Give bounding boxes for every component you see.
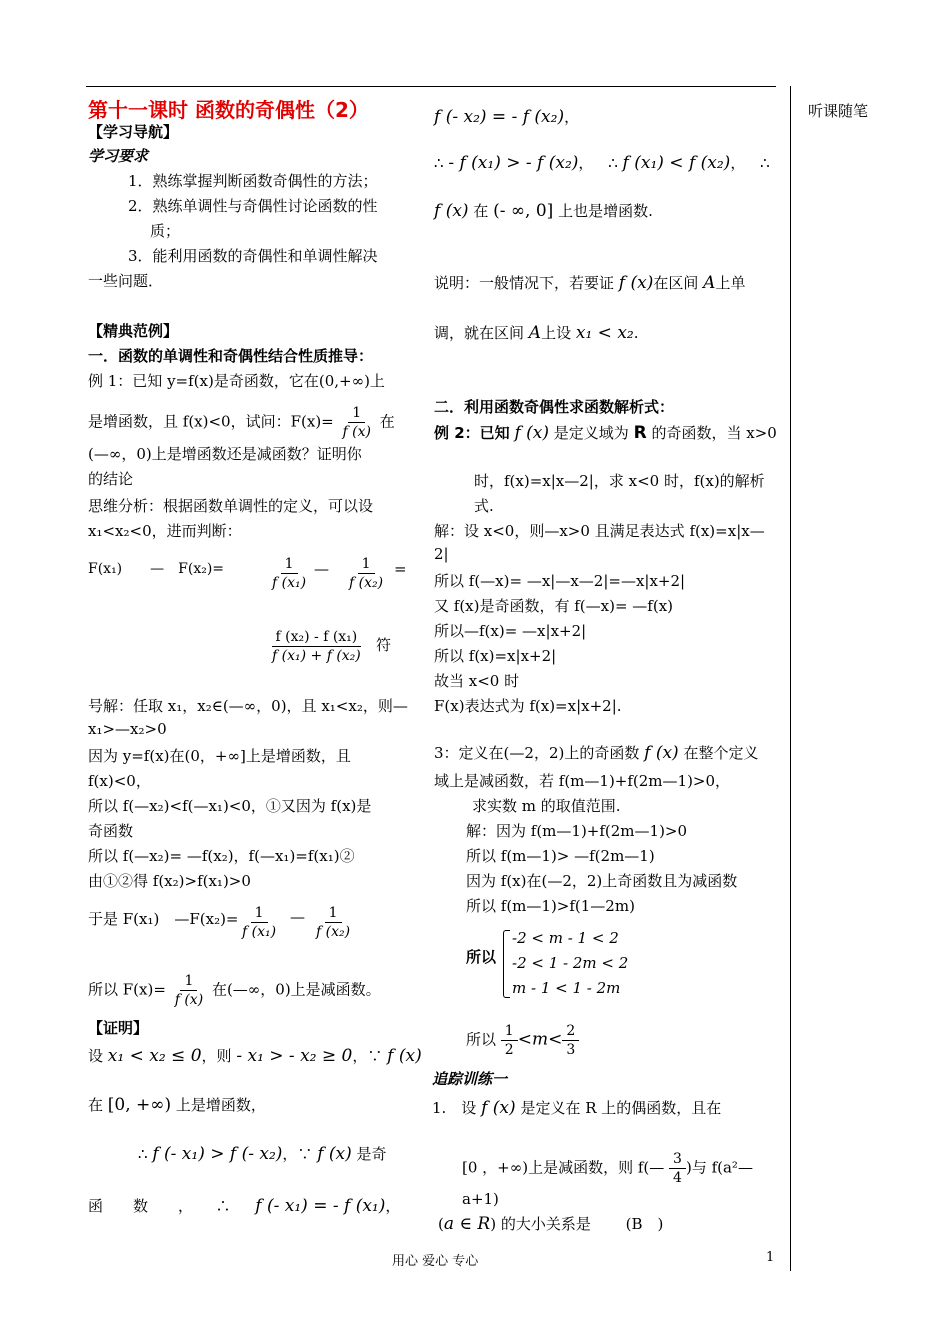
req-item-1: 1．熟练掌握判断函数奇偶性的方法； bbox=[128, 172, 378, 190]
proof-line-6: ∴ - f (x₁) > - f (x₂)， ∴ f (x₁) < f (x₂)， ∴ bbox=[434, 153, 770, 173]
analysis-line-2: x₁<x₂<0，进而判断： bbox=[88, 522, 242, 540]
exercise-1-line-4: (a ∈ R) 的大小关系是 (B ) bbox=[438, 1214, 664, 1234]
example-2-solution-3: 所以 f(—x)= —x|—x—2|=—x|x+2| bbox=[434, 572, 686, 590]
solution-line-7: 所以 f(—x₂)= —f(x₂)，f(—x₁)=f(x₁)② bbox=[88, 847, 355, 865]
example-3-solution-5: 所以 bbox=[466, 948, 497, 966]
solution-line-5: 所以 f(—x₂)<f(—x₁)<0，①又因为 f(x)是 bbox=[88, 797, 372, 815]
inequality-3: m - 1 < 1 - 2m bbox=[512, 979, 621, 997]
example-3-solution-4: 所以 f(m—1)>f(1—2m) bbox=[466, 897, 635, 915]
req-item-3b: 一些问题． bbox=[88, 272, 164, 290]
req-item-2b: 质； bbox=[150, 222, 181, 240]
example-1-line-4: 的结论 bbox=[88, 470, 134, 488]
examples-heading: 【精典范例】 bbox=[88, 322, 179, 340]
example-1-line-1: 例 1：已知 y=f(x)是奇函数，它在(0,+∞)上 bbox=[88, 372, 385, 390]
solution-conclusion: 所以 F(x)= $\frac{1}{f (x)}$ 在(—∞，0)上是减函数。 bbox=[88, 973, 381, 1008]
example-2-solution-7: 故当 x<0 时 bbox=[434, 672, 520, 690]
requirements-heading: 学习要求 bbox=[88, 147, 149, 165]
example-2-line-3: 式. bbox=[474, 497, 494, 515]
solution-line-4: f(x)<0， bbox=[88, 772, 151, 790]
solution-line-9: 于是 F(x₁) —F(x₂)= bbox=[88, 910, 239, 928]
note-line-1: 说明：一般情况下，若要证 f (x)在区间 A上单 bbox=[434, 273, 746, 293]
example-3-answer: 所以 $\frac{1}{2}$ <m< $\frac{2}{3}$ bbox=[466, 1022, 579, 1059]
exercise-1-line-2: [0 ，+∞)上是减函数，则 f(— $\frac{3}{4}$ )与 f(a²— bbox=[462, 1151, 753, 1186]
exercise-1-line-3: a+1) bbox=[462, 1190, 499, 1208]
example-2-solution-8: F(x)表达式为 f(x)=x|x+2|. bbox=[434, 697, 622, 715]
fraction-1-over-fx2: $\frac{1}{\text{f (x₂)}}$ bbox=[349, 556, 384, 591]
example-3-line-1: 3：定义在(—2，2)上的奇函数 f (x) 在整个定义 bbox=[434, 743, 759, 763]
margin-rule bbox=[790, 86, 791, 1271]
difference-expr: F(x₁) — F(x₂)= bbox=[88, 561, 225, 577]
example-3-solution-1: 解：因为 f(m—1)+f(2m—1)>0 bbox=[466, 822, 688, 840]
fraction: $\frac{1}{f (x)}$ bbox=[342, 405, 371, 440]
example-3-line-3: 求实数 m 的取值范围. bbox=[472, 797, 621, 815]
proof-line-3: ∴ f (- x₁) > f (- x₂)，∵ f (x) 是奇 bbox=[138, 1144, 387, 1164]
example-2-line-2: 时，f(x)=x|x—2|，求 x<0 时，f(x)的解析 bbox=[474, 472, 765, 490]
solution-line-2: x₁>—x₂>0 bbox=[88, 720, 167, 738]
inequality-1: -2 < m - 1 < 2 bbox=[512, 929, 619, 947]
proof-line-1: 设 x₁ < x₂ ≤ 0，则 - x₁ > - x₂ ≥ 0，∵ f (x) bbox=[88, 1046, 422, 1066]
exercise-1-answer: (B ) bbox=[625, 1215, 664, 1233]
fraction-1-over-fx1: $\frac{1}{\text{f (x₁)}}$ bbox=[272, 556, 307, 591]
fraction-difference: $\frac{\text{f (x₂) - f (x₁)}}{\text{f (x₁) + f (x₂)}}$ bbox=[272, 629, 361, 664]
minus-sign-b: — bbox=[290, 908, 305, 926]
minus-sign: — bbox=[314, 560, 329, 578]
example-2-solution-2: 2| bbox=[434, 545, 449, 563]
solution-line-8: 由①②得 f(x₂)>f(x₁)>0 bbox=[88, 872, 251, 890]
analysis-line-1: 思维分析：根据函数单调性的定义，可以设 bbox=[88, 497, 374, 515]
footer-motto: 用心 爱心 专心 bbox=[392, 1254, 479, 1269]
fraction-1-over-fx1-b: $\frac{1}{\text{f (x₁)}}$ bbox=[242, 905, 277, 940]
sign-text: 符 bbox=[376, 636, 392, 654]
example-3-line-2: 域上是减函数，若 f(m—1)+f(2m—1)>0， bbox=[434, 772, 731, 790]
inequality-2: -2 < 1 - 2m < 2 bbox=[512, 954, 629, 972]
example-1-line-3: (—∞，0)上是增函数还是减函数？证明你 bbox=[88, 445, 362, 463]
solution-line-6: 奇函数 bbox=[88, 822, 134, 840]
exercise-1-line-1: 1. 设 f (x) 是定义在 R 上的偶函数，且在 bbox=[432, 1098, 722, 1118]
note-column-label: 听课随笔 bbox=[808, 102, 869, 120]
proof-heading: 【证明】 bbox=[88, 1019, 149, 1037]
example-2-line-1: 例 2：已知 f (x) 是定义域为 R 的奇函数，当 x>0 bbox=[434, 423, 777, 443]
example-2-solution-1: 解：设 x<0，则—x>0 且满足表达式 f(x)=x|x— bbox=[434, 522, 765, 540]
page-title: 第十一课时 函数的奇偶性（2） bbox=[88, 98, 369, 122]
header-rule bbox=[86, 86, 776, 87]
proof-line-2: 在 [0, +∞) 上是增函数， bbox=[88, 1095, 266, 1115]
equals-sign: = bbox=[394, 560, 407, 578]
system-brace bbox=[503, 930, 510, 998]
example-1-line-2: 是增函数，且 f(x)<0，试问：F(x)= $\frac{1}{f (x)}$ 在 bbox=[88, 405, 395, 440]
proof-line-5: f (- x₂) = - f (x₂)， bbox=[434, 107, 580, 127]
example-2-solution-4: 又 f(x)是奇函数，有 f(—x)= —f(x) bbox=[434, 597, 674, 615]
section-1-heading: 一．函数的单调性和奇偶性结合性质推导： bbox=[88, 347, 374, 365]
proof-line-4: 函 数 ， ∴ f (- x₁) = - f (x₁)， bbox=[88, 1196, 401, 1216]
solution-line-1: 号解：任取 x₁，x₂∈(—∞，0)，且 x₁<x₂，则— bbox=[88, 697, 408, 715]
fraction-1-over-fx2-b: $\frac{1}{\text{f (x₂)}}$ bbox=[316, 905, 351, 940]
section-2-heading: 二．利用函数奇偶性求函数解析式： bbox=[434, 398, 675, 416]
example-3-solution-3: 因为 f(x)在(—2，2)上奇函数且为减函数 bbox=[466, 872, 738, 890]
guide-heading: 【学习导航】 bbox=[88, 123, 179, 141]
example-2-solution-6: 所以 f(x)=x|x+2| bbox=[434, 647, 557, 665]
solution-line-3: 因为 y=f(x)在(0，+∞]上是增函数，且 bbox=[88, 747, 351, 765]
note-line-2: 调，就在区间 A上设 x₁ < x₂. bbox=[434, 323, 639, 343]
example-3-solution-2: 所以 f(m—1)> —f(2m—1) bbox=[466, 847, 655, 865]
req-item-2: 2．熟练单调性与奇偶性讨论函数的性 bbox=[128, 197, 378, 215]
proof-line-7: f (x) 在 (- ∞, 0] 上也是增函数. bbox=[434, 201, 653, 221]
page-number: 1 bbox=[766, 1250, 775, 1265]
tracking-heading: 追踪训练一 bbox=[432, 1070, 508, 1088]
req-item-3: 3．能利用函数的奇偶性和单调性解决 bbox=[128, 247, 378, 265]
example-2-solution-5: 所以—f(x)= —x|x+2| bbox=[434, 622, 587, 640]
